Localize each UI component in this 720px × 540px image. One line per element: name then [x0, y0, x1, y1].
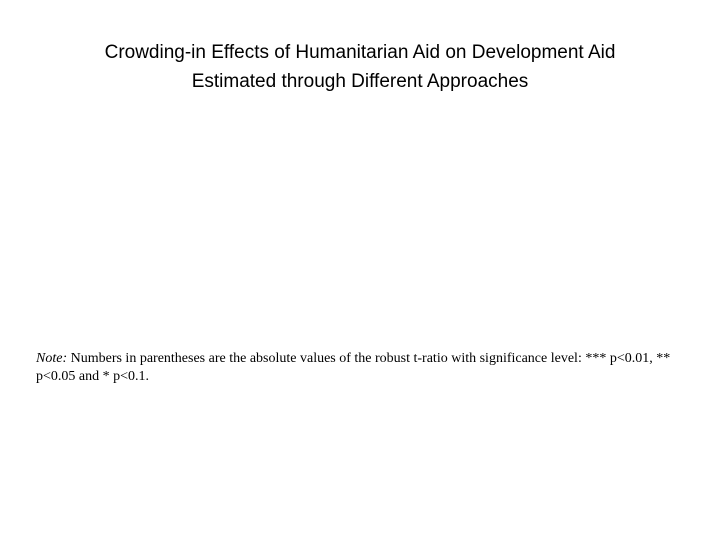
- title-line-1: Crowding-in Effects of Humanitarian Aid on Development Aid: [104, 42, 616, 63]
- title-line-2: Estimated through Different Approaches: [191, 71, 529, 92]
- slide-title: [0, 38, 720, 96]
- note-label: Note:: [36, 351, 68, 366]
- note-text: Numbers in parentheses are the absolute values of the robust t-ratio with significance level: *** p<0.01, ** p<0.05 and * p<0.1.: [36, 351, 671, 384]
- footnote: [36, 350, 696, 386]
